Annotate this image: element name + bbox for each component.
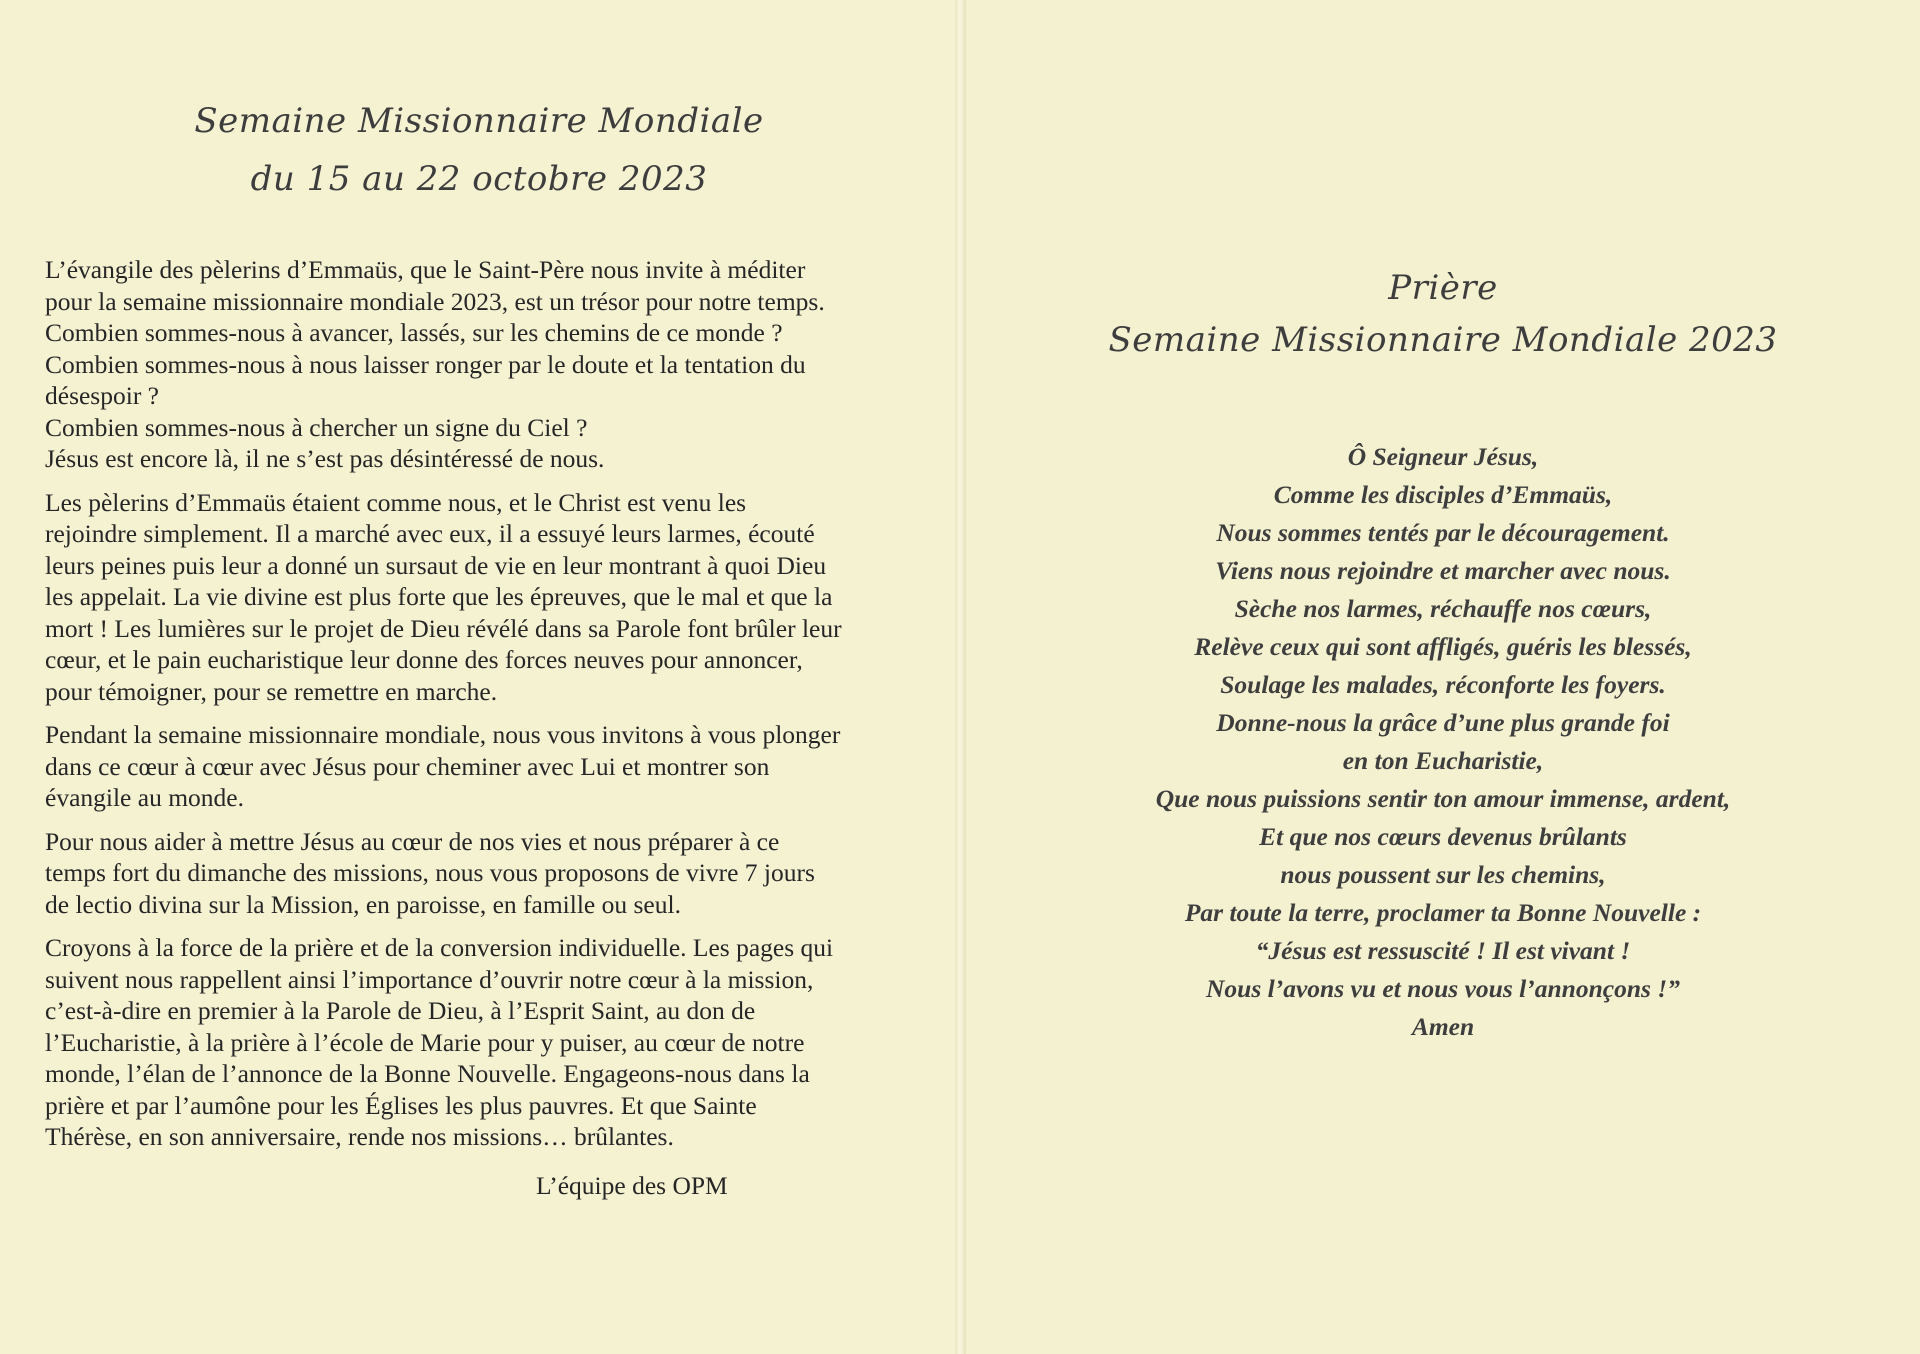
prayer-line: Soulage les malades, réconforte les foyers. bbox=[1220, 670, 1666, 699]
right-title-line2: Semaine Missionnaire Mondiale 2023 bbox=[1108, 320, 1778, 360]
prayer-line: Que nous puissions sentir ton amour immense, ardent, bbox=[1155, 784, 1731, 813]
left-body bbox=[45, 254, 915, 1165]
text-line: pour la semaine missionnaire mondiale 2023, est un trésor pour notre temps. bbox=[45, 286, 825, 316]
prayer-line: Ô Seigneur Jésus, bbox=[1347, 442, 1539, 471]
text-line: temps fort du dimanche des missions, nous vous proposons de vivre 7 jours bbox=[45, 858, 815, 887]
page-fold bbox=[955, 0, 966, 1354]
text-line: prière et par l’aumône pour les Églises les plus pauvres. Et que Sainte bbox=[45, 1090, 757, 1120]
right-title-line1: Prière bbox=[1388, 268, 1498, 308]
text-line: Croyons à la force de la prière et de la conversion individuelle. Les pages qui bbox=[45, 933, 834, 962]
text-line: cœur, et le pain eucharistique leur donne des forces neuves pour annoncer, bbox=[45, 645, 803, 674]
prayer-line: Comme les disciples d’Emmaüs, bbox=[1273, 480, 1613, 509]
paragraph-2 bbox=[45, 487, 915, 708]
text-line: évangile au monde. bbox=[45, 783, 244, 812]
left-title-line1: Semaine Missionnaire Mondiale bbox=[194, 101, 764, 141]
text-line: Thérèse, en son anniversaire, rende nos missions… brûlantes. bbox=[45, 1122, 674, 1151]
text-line: dans ce cœur à cœur avec Jésus pour cheminer avec Lui et montrer son bbox=[45, 751, 770, 781]
text-line: Combien sommes-nous à nous laisser ronger par le doute et la tentation du bbox=[45, 349, 806, 379]
paragraph-4 bbox=[45, 826, 915, 921]
prayer-line: Amen bbox=[1411, 1012, 1475, 1041]
text-line: Combien sommes-nous à chercher un signe du Ciel ? bbox=[45, 412, 588, 442]
prayer-line: Relève ceux qui sont affligés, guéris les blessés, bbox=[1194, 632, 1692, 661]
prayer-line: Nous l’avons vu et nous vous l’annonçons !” bbox=[1206, 974, 1680, 1003]
text-line: Les pèlerins d’Emmaüs étaient comme nous, et le Christ est venu les bbox=[45, 487, 747, 517]
text-line: L’évangile des pèlerins d’Emmaüs, que le Saint-Père nous invite à méditer bbox=[45, 255, 806, 284]
prayer-line: Nous sommes tentés par le découragement. bbox=[1216, 518, 1670, 547]
paragraph-1 bbox=[45, 254, 915, 475]
right-page bbox=[966, 0, 1920, 1354]
text-line: Jésus est encore là, il ne s’est pas désintéressé de nous. bbox=[45, 444, 605, 473]
paragraph-5 bbox=[45, 932, 915, 1153]
prayer-line: Sèche nos larmes, réchauffe nos cœurs, bbox=[1234, 594, 1652, 623]
text-line: désespoir ? bbox=[45, 381, 160, 410]
prayer-line: Et que nos cœurs devenus brûlants bbox=[1259, 822, 1627, 851]
prayer-line: nous poussent sur les chemins, bbox=[1280, 860, 1606, 889]
signature: L’équipe des OPM bbox=[536, 1171, 728, 1200]
text-line: de lectio divina sur la Mission, en paroisse, en famille ou seul. bbox=[45, 889, 681, 919]
prayer-line: “Jésus est ressuscité ! Il est vivant ! bbox=[1255, 936, 1631, 965]
prayer-line: Viens nous rejoindre et marcher avec nous. bbox=[1215, 556, 1671, 585]
prayer-text bbox=[966, 438, 1920, 1046]
paragraph-3 bbox=[45, 719, 915, 814]
text-line: mort ! Les lumières sur le projet de Dieu révélé dans sa Parole font brûler leur bbox=[45, 613, 842, 643]
text-line: monde, l’élan de l’annonce de la Bonne Nouvelle. Engageons-nous dans la bbox=[45, 1059, 810, 1088]
text-line: rejoindre simplement. Il a marché avec eux, il a essuyé leurs larmes, écouté bbox=[45, 519, 815, 548]
text-line: Combien sommes-nous à avancer, lassés, sur les chemins de ce monde ? bbox=[45, 318, 783, 347]
left-title-line2: du 15 au 22 octobre 2023 bbox=[250, 159, 708, 199]
right-title bbox=[966, 262, 1920, 366]
text-line: Pour nous aider à mettre Jésus au cœur de nos vies et nous préparer à ce bbox=[45, 826, 780, 856]
text-line: Pendant la semaine missionnaire mondiale, nous vous invitons à vous plonger bbox=[45, 720, 841, 749]
prayer-line: Donne-nous la grâce d’une plus grande foi bbox=[1216, 708, 1670, 737]
left-page bbox=[0, 0, 958, 1354]
text-line: suivent nous rappellent ainsi l’importance d’ouvrir notre cœur à la mission, bbox=[45, 964, 814, 994]
text-line: pour témoigner, pour se remettre en marche. bbox=[45, 676, 498, 706]
text-line: leurs peines puis leur a donné un sursaut de vie en leur montrant à quoi Dieu bbox=[45, 550, 827, 580]
prayer-line: en ton Eucharistie, bbox=[1342, 746, 1544, 775]
prayer-line: Par toute la terre, proclamer ta Bonne Nouvelle : bbox=[1184, 898, 1702, 927]
text-line: l’Eucharistie, à la prière à l’école de Marie pour y puiser, au cœur de notre bbox=[45, 1027, 805, 1057]
text-line: c’est-à-dire en premier à la Parole de Dieu, à l’Esprit Saint, au don de bbox=[45, 996, 756, 1025]
left-title bbox=[0, 92, 958, 208]
text-line: les appelait. La vie divine est plus forte que les épreuves, que le mal et que la bbox=[45, 582, 833, 611]
